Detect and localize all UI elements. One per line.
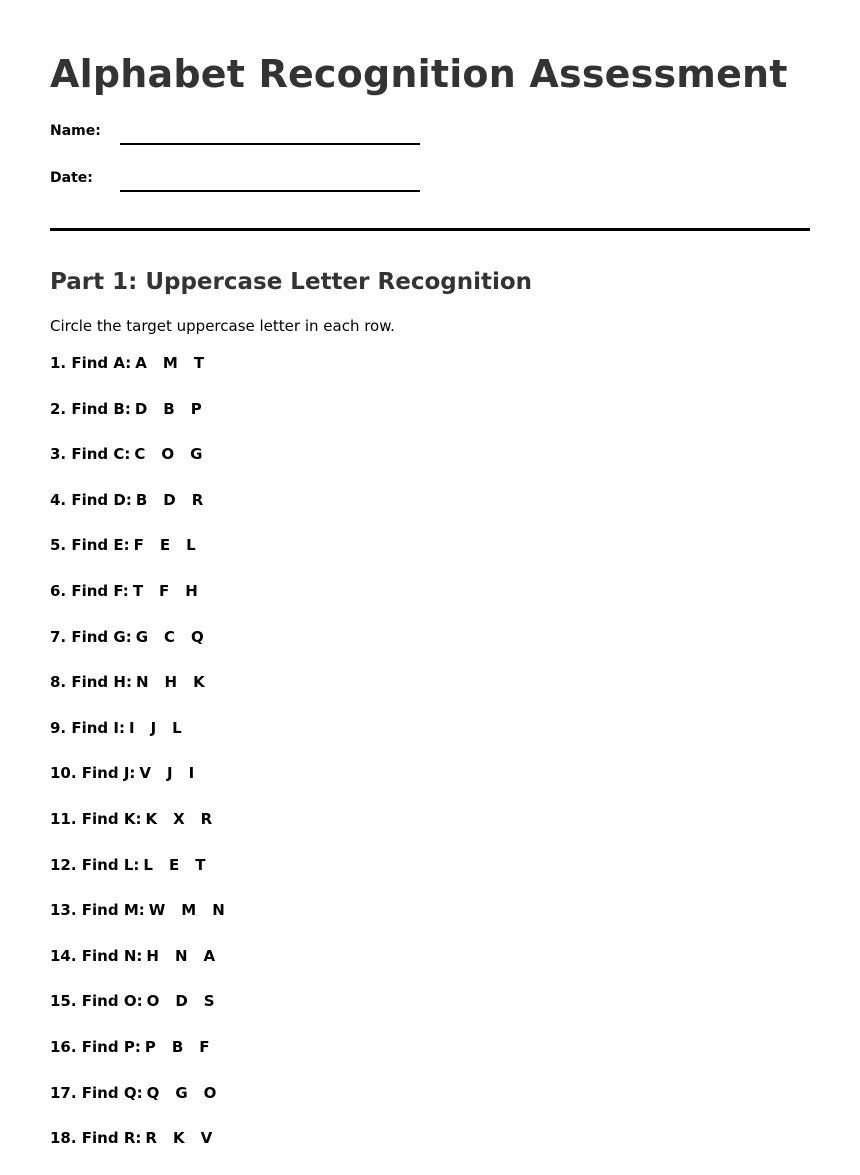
question-row [50,491,810,537]
question-prompt: 2. Find B: [50,399,131,418]
letter-option[interactable]: R [200,809,213,828]
name-label: Name: [50,123,101,139]
question-row [50,764,810,810]
letter-option[interactable]: B [135,490,148,509]
letter-option[interactable]: S [203,992,215,1011]
question-prompt: 10. Find J: [50,764,136,783]
letter-option[interactable]: G [175,1083,188,1102]
name-write-line [120,143,420,145]
name-field-row [50,121,810,145]
letter-option[interactable]: O [146,992,160,1011]
letter-option[interactable]: O [203,1083,217,1102]
letter-option[interactable]: T [132,581,144,600]
letter-option[interactable]: B [171,1037,184,1056]
letter-option[interactable]: O [161,445,175,464]
date-field-row [50,168,810,192]
letter-option[interactable]: M [162,354,178,372]
section-title: Part 1: Uppercase Letter Recognition [50,269,533,295]
letter-option[interactable]: Q [146,1083,160,1102]
letter-option[interactable]: C [134,445,146,464]
question-row [50,582,810,628]
date-label: Date: [50,170,93,186]
letter-option[interactable]: K [172,1129,185,1148]
question-row [50,1038,810,1084]
letter-option[interactable]: X [173,809,185,828]
letter-option[interactable]: L [143,855,153,874]
question-row [50,628,810,674]
letter-option[interactable]: H [146,946,159,965]
question-prompt: 7. Find G: [50,627,132,646]
letter-option[interactable]: H [164,673,178,692]
letter-option[interactable]: T [195,855,206,874]
question-prompt: 1. Find A: [50,354,132,372]
letter-option[interactable]: F [133,536,144,555]
letter-option[interactable]: H [185,581,198,600]
letter-option[interactable]: V [139,764,152,783]
letter-option[interactable]: M [181,901,197,920]
letter-option[interactable]: W [148,901,166,920]
letter-option[interactable]: A [203,946,216,965]
question-prompt: 6. Find F: [50,581,129,600]
letter-option[interactable]: I [188,764,195,783]
question-row [50,992,810,1038]
letter-option[interactable]: R [145,1129,157,1148]
letter-option[interactable]: F [159,581,170,600]
question-prompt: 12. Find L: [50,855,140,874]
question-row [50,901,810,947]
letter-option[interactable]: N [212,901,225,920]
question-prompt: 4. Find D: [50,490,132,509]
letter-option[interactable]: C [164,627,176,646]
question-row [50,400,810,446]
question-prompt: 13. Find M: [50,901,145,920]
question-row [50,1129,810,1175]
question-row [50,810,810,856]
letter-option[interactable]: E [168,855,180,874]
question-prompt: 15. Find O: [50,992,143,1011]
letter-option[interactable]: E [159,536,171,555]
date-write-line [120,190,420,192]
question-prompt: 3. Find C: [50,445,131,464]
question-list [50,354,810,1175]
letter-option[interactable]: F [199,1037,210,1056]
header-divider [50,228,810,231]
question-prompt: 8. Find H: [50,673,132,692]
letter-option[interactable]: G [135,627,149,646]
letter-option[interactable]: I [128,718,135,737]
question-row [50,719,810,765]
question-row [50,673,810,719]
letter-option[interactable]: B [163,399,175,418]
letter-option[interactable]: P [144,1037,156,1056]
question-prompt: 14. Find N: [50,946,143,965]
letter-option[interactable]: D [175,992,188,1011]
question-row [50,536,810,582]
page-title: Alphabet Recognition Assessment [50,52,788,96]
letter-option[interactable]: D [134,399,148,418]
letter-option[interactable]: T [193,354,205,372]
letter-option[interactable]: P [190,399,202,418]
letter-option[interactable]: R [191,490,204,509]
letter-option[interactable]: L [186,536,196,555]
question-prompt: 11. Find K: [50,809,142,828]
question-prompt: 5. Find E: [50,536,130,555]
question-prompt: 17. Find Q: [50,1083,143,1102]
letter-option[interactable]: G [190,445,203,464]
letter-option[interactable]: J [167,764,173,783]
letter-option[interactable]: V [200,1129,213,1148]
letter-option[interactable]: A [135,354,147,372]
question-prompt: 16. Find P: [50,1037,141,1056]
question-row [50,856,810,902]
question-row [50,947,810,993]
letter-option[interactable]: N [135,673,149,692]
letter-option[interactable]: N [174,946,188,965]
letter-option[interactable]: J [150,718,157,737]
section-instructions: Circle the target uppercase letter in each row. [50,317,395,335]
question-row [50,445,810,491]
question-row [50,354,810,400]
letter-option[interactable]: K [145,809,158,828]
letter-option[interactable]: D [163,490,176,509]
question-row [50,1084,810,1130]
letter-option[interactable]: L [172,718,182,737]
letter-option[interactable]: Q [191,627,204,646]
letter-option[interactable]: K [193,673,205,692]
question-prompt: 18. Find R: [50,1129,142,1148]
question-prompt: 9. Find I: [50,718,125,737]
